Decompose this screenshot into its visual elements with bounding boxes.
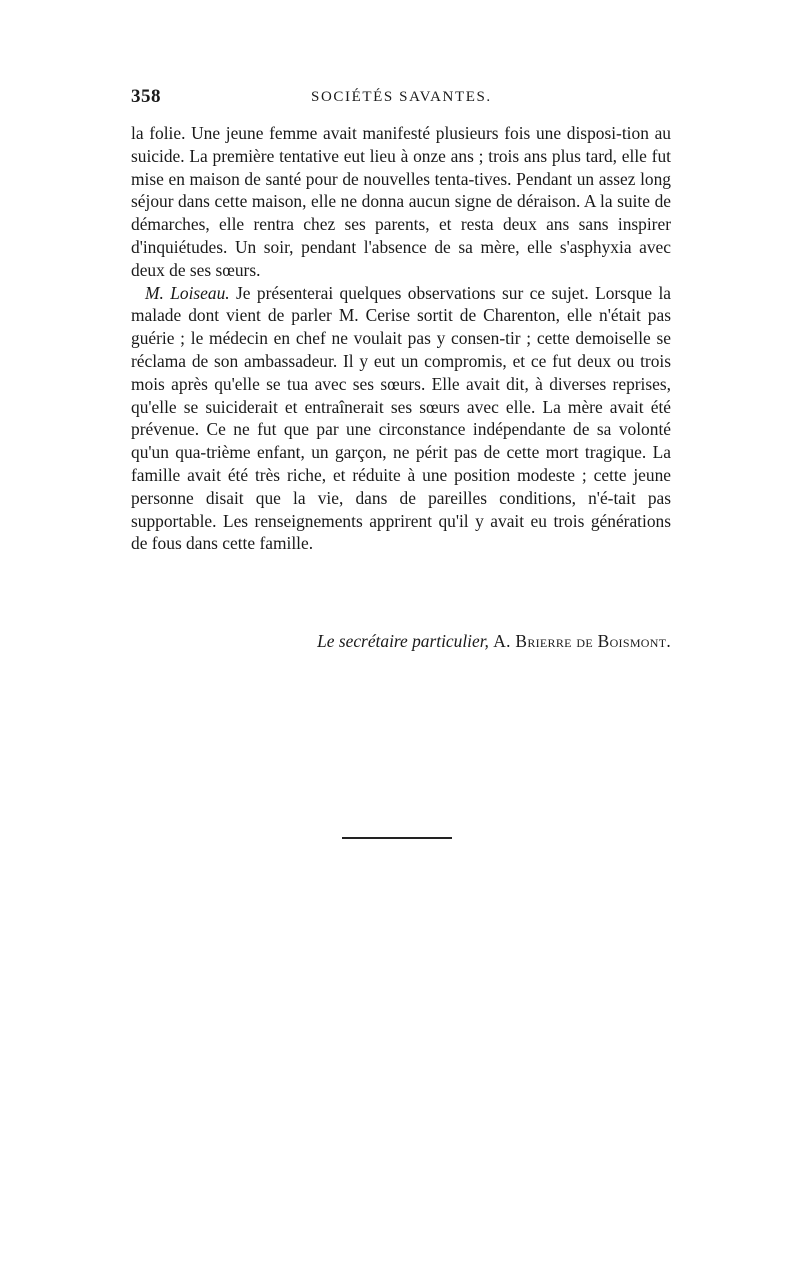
page-number: 358	[131, 86, 161, 107]
paragraph-continuation	[131, 122, 671, 282]
page-header	[131, 86, 671, 116]
end-rule	[342, 837, 452, 839]
speaker-name: M. Loiseau.	[145, 282, 230, 303]
signature	[131, 630, 671, 652]
body-text	[131, 122, 671, 555]
signature-role: Le secrétaire particulier,	[317, 631, 489, 651]
paragraph-text: la folie. Une jeune femme avait manifesté plusieurs fois une disposi-tion au suicide. La première tentative eut lieu à onze ans ; trois ans plus tard, elle fut mise en maison de santé pour de nouvelles tenta-tives. Pendant un assez long séjour dans cette maison, elle ne donna aucun signe de déraison. A la suite de démarches, elle rentra chez ses parents, et resta deux ans sans inspirer d'inquiétudes. Un soir, pendant l'absence de sa mère, elle s'asphyxia avec deux de ses sœurs.	[131, 123, 671, 280]
paragraph-loiseau	[131, 282, 671, 556]
running-title: SOCIÉTÉS SAVANTES.	[311, 89, 492, 105]
paragraph-text: Je présenterai quelques observations sur ce sujet. Lorsque la malade dont vient de parler M. Cerise sortit de Charenton, elle n'était pas guérie ; le médecin en chef ne voulait pas y consen-tir ; cette demoiselle se réclama de son ambassadeur. Il y eut un compromis, et ce fut deux ou trois mois après qu'elle se tua avec ses sœurs. Elle avait dit, à diverses reprises, qu'elle se suiciderait et entraînerait ses sœurs avec elle. La mère avait été prévenue. Ce ne fut que par une circonstance indépendante de sa volonté qu'un qua-trième enfant, un garçon, ne périt pas de cette mort tragique. La famille avait été très riche, et réduite à une position modeste ; cette jeune personne disait que la vie, dans de pareilles conditions, n'é-tait pas supportable. Les renseignements apprirent qu'il y avait eu trois générations de fous dans cette famille.	[131, 282, 671, 554]
signature-name: A. Brierre de Boismont.	[493, 631, 671, 651]
